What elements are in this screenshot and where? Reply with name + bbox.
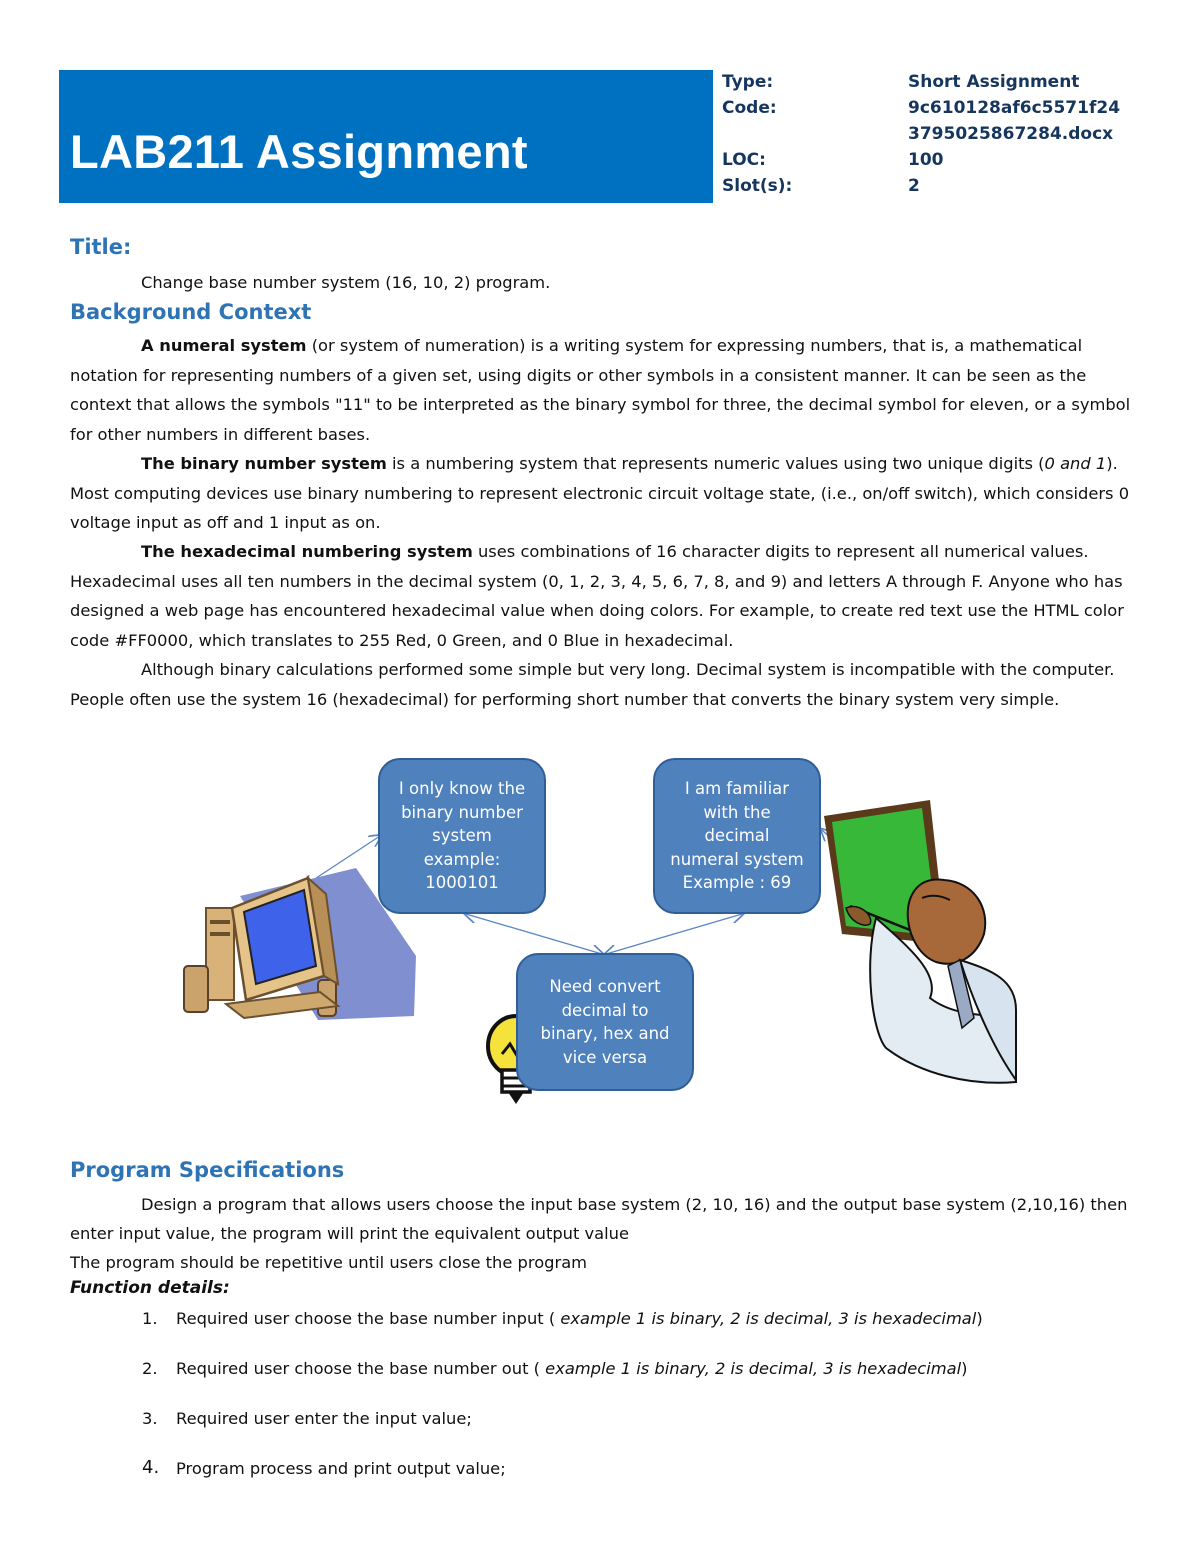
paragraph-text: Although binary calculations performed some simple but very long. Decimal system is incompatible with the computer. People often use the system 16 (hexadecimal) for performing short number that converts the binary system very simple. — [70, 660, 1115, 709]
meta-row-code — [722, 98, 1182, 124]
bubble-line: Example : 69 — [682, 873, 792, 893]
meta-value: 9c610128af6c5571f24 — [908, 98, 1121, 118]
specifications-repeat-line: The program should be repetitive until users close the program — [70, 1253, 588, 1272]
list-text-example: example 1 is binary, 2 is decimal, 3 is hexadecimal — [560, 1309, 977, 1328]
bubble-line: with the — [703, 802, 771, 822]
list-text-plain: Required user choose the base number out ( — [176, 1359, 546, 1378]
title-text — [70, 268, 1140, 298]
number-system-diagram — [170, 748, 1030, 1116]
bubble-line: binary, hex and — [540, 1024, 670, 1043]
list-number: 3. — [142, 1409, 158, 1428]
list-text: Program process and print output value; — [176, 1459, 506, 1478]
bubble-line: example: — [423, 849, 501, 869]
list-text — [176, 1309, 983, 1328]
document-title: LAB211 Assignment — [70, 125, 528, 178]
list-number: 1. — [142, 1309, 158, 1328]
meta-value: Short Assignment — [908, 72, 1080, 92]
binary-system-term: The binary number system — [141, 454, 387, 473]
binary-knowledge-bubble — [378, 758, 546, 914]
hex-system-term: The hexadecimal numbering system — [141, 542, 473, 561]
background-paragraph-2 — [70, 449, 1140, 538]
specifications-paragraph — [70, 1190, 1140, 1248]
list-text-end: ) — [976, 1309, 983, 1328]
list-text-end: ) — [961, 1359, 968, 1378]
meta-row-loc — [722, 150, 1182, 176]
meta-value: 3795025867284.docx — [908, 124, 1114, 144]
paragraph-text: is a numbering system that represents numeric values using two unique digits ( — [386, 454, 1045, 473]
teacher-icon — [824, 800, 1016, 1083]
numeral-system-term: A numeral system — [141, 336, 307, 355]
paragraph-text: uses combinations of 16 character digits to represent all numerical values. Hexadecimal uses all ten numbers in the decimal system (0, 1, 2, 3, 4, 5, 6, 7, 8, and 9) and letters A through F. Anyone who has designed a web page has encountered hexadecimal value when doing colors. For example, to create red text use the HTML color code #FF0000, which translates to 255 Red, 0 Green, and 0 Blue in hexadecimal. — [70, 542, 1124, 650]
bubble-line: vice versa — [562, 1047, 648, 1067]
bubble-line: 1000101 — [425, 873, 499, 893]
meta-label: Code: — [722, 98, 777, 118]
assignment-meta — [722, 72, 1182, 202]
title-heading: Title: — [70, 235, 132, 259]
bubble-line: system — [432, 826, 492, 846]
list-number: 2. — [142, 1359, 158, 1378]
list-number: 4. — [142, 1457, 160, 1478]
function-details-title: Function details: — [70, 1278, 230, 1298]
background-paragraph-1 — [70, 331, 1140, 449]
background-paragraph-4 — [70, 655, 1140, 714]
meta-label: Slot(s): — [722, 176, 793, 196]
meta-row-code-cont — [722, 124, 1182, 150]
meta-value: 2 — [908, 176, 920, 196]
paragraph-text: (or system of numeration) is a writing system for expressing numbers, that is, a mathematical notation for representing numbers of a given set, using digits or other symbols in a consistent manner. It can be seen as the context that allows the symbols "11" to be interpreted as the binary symbol for three, the decimal symbol for eleven, or a symbol for other numbers in different bases. — [70, 336, 1131, 444]
meta-label: LOC: — [722, 150, 766, 170]
bubble-line: I am familiar — [684, 779, 790, 799]
bubble-line: binary number — [401, 802, 523, 822]
paragraph-text: Design a program that allows users choose the input base system (2, 10, 16) and the output base system (2,10,16) then enter input value, the program will print the equivalent output value — [70, 1195, 1128, 1243]
background-paragraph-3 — [70, 537, 1140, 655]
title-text-content: Change base number system (16, 10, 2) program. — [141, 273, 551, 292]
specifications-heading: Program Specifications — [70, 1158, 345, 1182]
arrow-binary-to-convert — [466, 914, 602, 954]
list-text-plain: Required user choose the base number input ( — [176, 1309, 561, 1328]
bubble-line: I only know the — [398, 779, 526, 799]
meta-value: 100 — [908, 150, 944, 170]
list-text: Required user enter the input value; — [176, 1409, 472, 1428]
convert-need-bubble — [516, 953, 694, 1091]
paragraph-text: ). Most computing devices use binary numbering to represent electronic circuit voltage state, (i.e., on/off switch), which considers 0 voltage input as off and 1 input as on. — [70, 454, 1130, 532]
binary-digits: 0 and 1 — [1044, 454, 1107, 473]
meta-row-slots — [722, 176, 1182, 202]
decimal-knowledge-bubble — [653, 758, 821, 914]
background-heading: Background Context — [70, 300, 312, 324]
arrow-decimal-to-convert — [606, 914, 742, 954]
list-text-example: example 1 is binary, 2 is decimal, 3 is hexadecimal — [545, 1359, 962, 1378]
meta-label: Type: — [722, 72, 774, 92]
meta-row-type — [722, 72, 1182, 98]
bubble-line: Need convert — [549, 977, 661, 996]
list-text — [176, 1359, 967, 1378]
bubble-line: numeral system — [670, 849, 804, 869]
bubble-line: decimal — [704, 826, 770, 846]
bubble-line: decimal to — [561, 1000, 649, 1020]
